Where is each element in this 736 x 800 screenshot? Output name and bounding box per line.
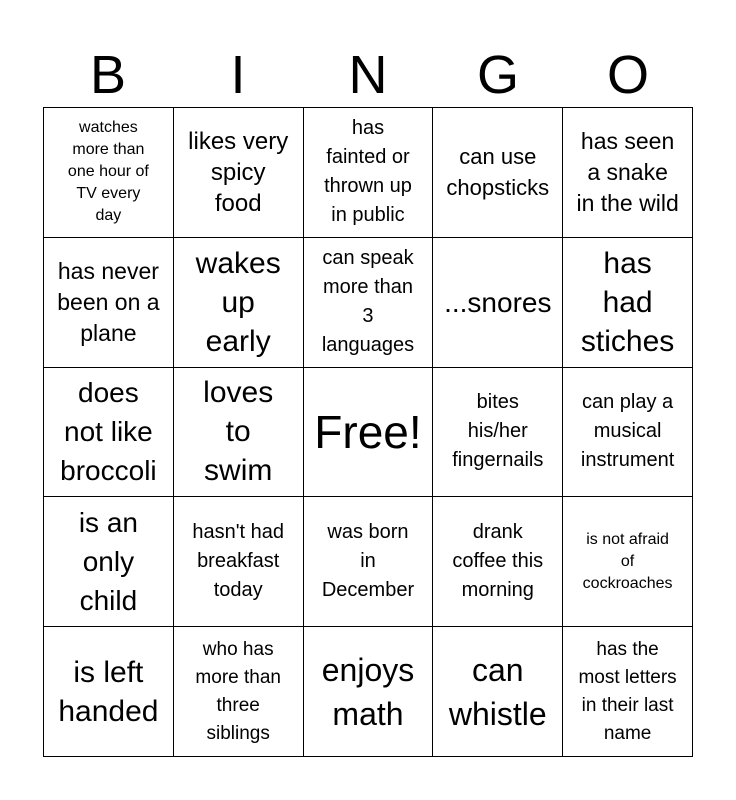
cell-text: can play a musical instrument: [580, 391, 675, 472]
header-letter-n: N: [348, 45, 388, 105]
bingo-cell-r2-c2[interactable]: [174, 238, 304, 368]
bingo-cell-r3-c2[interactable]: [174, 368, 304, 498]
bingo-cell-r4-c5[interactable]: [563, 497, 693, 627]
cell-text: can speak more than 3 languages: [321, 247, 415, 357]
cell-text: hasn't had breakfast today: [192, 521, 285, 602]
bingo-cell-r1-c1[interactable]: [44, 108, 174, 238]
cell-text: has seen a snake in the wild: [576, 127, 679, 216]
header-letter-i: I: [230, 45, 246, 105]
cell-text: loves to swim: [203, 376, 274, 488]
cell-text: is an only child: [78, 507, 138, 617]
bingo-cell-r5-c1[interactable]: [44, 627, 174, 757]
bingo-cell-r5-c5[interactable]: [563, 627, 693, 757]
bingo-cell-r1-c5[interactable]: [563, 108, 693, 238]
cell-text: has never been on a plane: [57, 257, 160, 346]
bingo-cell-r2-c4[interactable]: [433, 238, 563, 368]
bingo-cell-r2-c5[interactable]: [563, 238, 693, 368]
cell-text: wakes up early: [195, 246, 281, 358]
bingo-cell-r1-c4[interactable]: [433, 108, 563, 238]
cell-text: enjoys math: [321, 651, 415, 732]
cell-text: has fainted or thrown up in public: [324, 117, 412, 227]
cell-text: is left handed: [58, 655, 159, 728]
bingo-cell-r3-c1[interactable]: [44, 368, 174, 498]
cell-text: does not like broccoli: [60, 377, 157, 487]
bingo-cell-r2-c1[interactable]: [44, 238, 174, 368]
cell-text: can use chopsticks: [446, 144, 550, 201]
bingo-cell-r1-c3[interactable]: [304, 108, 434, 238]
cell-text: who has more than three siblings: [195, 638, 281, 744]
cell-text: ...snores: [444, 286, 552, 318]
cell-text: bites his/her fingernails: [452, 391, 544, 472]
bingo-cell-r5-c3[interactable]: [304, 627, 434, 757]
header-letter-b: B: [89, 45, 127, 105]
bingo-cell-r4-c1[interactable]: [44, 497, 174, 627]
bingo-cell-r2-c3[interactable]: [304, 238, 434, 368]
cell-text: watches more than one hour of TV every day: [67, 119, 149, 225]
bingo-cell-r4-c4[interactable]: [433, 497, 563, 627]
free-space-text: Free!: [314, 405, 422, 458]
header-letter-g: G: [476, 45, 519, 105]
bingo-cell-r5-c4[interactable]: [433, 627, 563, 757]
bingo-cell-r3-c5[interactable]: [563, 368, 693, 498]
bingo-cell-r1-c2[interactable]: [174, 108, 304, 238]
bingo-cell-r5-c2[interactable]: [174, 627, 304, 757]
cell-text: can whistle: [448, 651, 547, 732]
header-letter-o: O: [606, 45, 649, 105]
bingo-cell-r4-c2[interactable]: [174, 497, 304, 627]
cell-text: has the most letters in their last name: [578, 638, 677, 744]
bingo-cell-r3-c4[interactable]: [433, 368, 563, 498]
cell-text: drank coffee this morning: [452, 521, 544, 602]
bingo-cell-r4-c3[interactable]: [304, 497, 434, 627]
cell-text: is not afraid of cockroaches: [582, 530, 673, 592]
cell-text: likes very spicy food: [188, 127, 289, 217]
cell-text: was born in December: [321, 521, 415, 602]
bingo-card-grid: [43, 107, 693, 757]
cell-text: has had stiches: [580, 246, 675, 358]
bingo-header: [43, 42, 693, 108]
bingo-cell-free[interactable]: [304, 368, 434, 498]
